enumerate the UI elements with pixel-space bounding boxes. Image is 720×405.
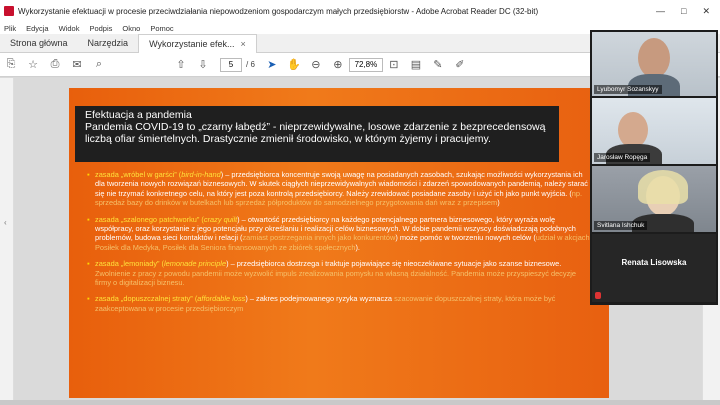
p2-text: ) – otwartość przedsiębiorcy na każdego potencjalnego partnera biznesowego, który wyraża wolę współpracy, oraz korzystanie z jego potencjału przy określaniu i realizacji celów biznesowych.: [95, 214, 556, 234]
p2-example: zamiast postrzegania innych jako konkurentów: [242, 233, 396, 243]
bullet-icon: ▪: [87, 259, 90, 269]
p3-term: lemonade principle: [164, 259, 227, 269]
participant-name: Jarosław Ropęga: [594, 153, 650, 162]
print-icon[interactable]: ⎙: [50, 58, 60, 70]
acrobat-app-icon: [4, 6, 14, 16]
close-tab-icon[interactable]: ×: [240, 39, 246, 49]
participant-tile[interactable]: [592, 234, 716, 302]
left-panel-rail: [0, 78, 14, 400]
tab-tools-label: Narzędzia: [87, 38, 129, 48]
p1-label: zasada „wróbel w garści” (: [95, 170, 182, 179]
scroll-mode-icon[interactable]: ▤: [410, 59, 422, 71]
slide-body: [87, 170, 593, 320]
bullet-icon: ▪: [87, 294, 90, 304]
participant-tile[interactable]: [592, 98, 716, 164]
status-bar: [0, 400, 720, 405]
next-page-icon[interactable]: ⇩: [198, 59, 208, 71]
minimize-button[interactable]: —: [656, 5, 666, 16]
select-cursor-icon[interactable]: ➤: [267, 59, 277, 71]
prev-page-icon[interactable]: ⇧: [176, 59, 186, 71]
participant-hair: [638, 170, 688, 204]
zoom-out-icon[interactable]: ⊖: [311, 59, 321, 71]
highlight-icon[interactable]: ✐: [455, 59, 465, 71]
fit-page-icon[interactable]: ⊡: [389, 59, 399, 71]
tab-tools[interactable]: [78, 34, 139, 53]
participant-name: Svitlana Ishchuk: [594, 221, 647, 230]
tab-document[interactable]: [138, 34, 257, 53]
participant-face: [618, 112, 648, 148]
participant-name-centered: Renata Lisowska: [621, 258, 687, 267]
email-icon[interactable]: ✉: [72, 59, 82, 71]
participant-name: Lyubomyr Sozanskyy: [594, 85, 662, 94]
participant-face: [638, 38, 670, 78]
title-bar: [0, 0, 720, 22]
close-button[interactable]: ✕: [702, 5, 710, 16]
menu-sign[interactable]: Podpis: [89, 23, 113, 33]
p4-text: ) – zakres podejmowanego ryzyka wyznacza: [245, 294, 395, 304]
tab-document-label: Wykorzystanie efek...: [149, 39, 235, 49]
p3-label: zasada „lemoniady” (: [95, 259, 165, 269]
slide-heading-title: Efektuacja a pandemia: [85, 109, 192, 121]
comment-icon[interactable]: ✎: [433, 59, 443, 71]
window-title: Wykorzystanie efektuacji w procesie przeciwdziałania niepowodzeniom gospodarczym małych przedsiębiorstw - Adobe Acrobat Reader DC (32-bit): [18, 6, 539, 16]
p4-term: affordable loss: [197, 294, 246, 304]
bullet-icon: ▪: [87, 214, 90, 224]
maximize-button[interactable]: □: [681, 5, 687, 16]
bookmark-star-icon[interactable]: ☆: [28, 59, 38, 71]
paragraph-lemonade: [87, 259, 593, 287]
menu-view[interactable]: Widok: [58, 23, 80, 33]
pdf-page: [69, 88, 609, 398]
p2-close: ).: [355, 242, 360, 252]
p3-text2: Zwolnienie z pracy z powodu pandemii może wyzwolić impuls zrealizowania pomysłu na własną działalność. Pandemia może przyspieszyć decyzje firmy o digitalizacji biznesu.: [95, 268, 577, 288]
bullet-icon: ▪: [87, 170, 90, 179]
paragraph-affordable-loss: [87, 294, 593, 313]
slide-heading-text: Pandemia COVID-19 to „czarny łabędź” - nieprzewidywalne, losowe zdarzenie z bezprecedensową liczbą ofiar śmiertelnych. Drastycznie zmienił środowisko, w którym żyjemy i pracujemy.: [85, 121, 546, 145]
p2-term: crazy quilt: [203, 214, 238, 224]
menu-window[interactable]: Okno: [122, 23, 141, 33]
participant-tile[interactable]: [592, 32, 716, 96]
tab-home-label: Strona główna: [10, 38, 68, 48]
p2-label: zasada „szalonego patchworku” (: [95, 214, 204, 224]
paragraph-bird-in-hand: [87, 170, 593, 208]
p2-text2: W dobie pandemii wszyscy doświadczają podobnych problemów, budowa sieci kontaktów i relacji (: [95, 224, 576, 243]
p1-term: bird-in-hand: [181, 170, 221, 179]
p4-example: szacowanie dopuszczalnej straty, która może być zaakceptowana w procesie przedsiębiorczym: [95, 294, 556, 313]
paragraph-crazy-quilt: [87, 215, 593, 253]
p3-text: ) – przedsiębiorca dostrzega i traktuje pojawiające się nieoczekiwane sytuacje jako szanse biznesowe.: [226, 259, 562, 269]
expand-left-panel-icon[interactable]: ‹: [4, 218, 7, 227]
zoom-box: [349, 58, 383, 72]
page-navigator: [220, 58, 255, 72]
p1-close: ): [497, 198, 500, 208]
p1-text: ) – przedsiębiorca koncentruje swoją uwagę na posiadanych zasobach, szukając możliwości wykorzystania ich dla tworzenia nowych rozwiązań biznesowych.: [95, 170, 583, 189]
muted-mic-icon: [595, 292, 601, 299]
p2-text3: ) może pomóc w tworzeniu nowych celów (: [395, 233, 536, 243]
zoom-input[interactable]: [349, 58, 383, 72]
zoom-in-icon[interactable]: ⊕: [333, 59, 343, 71]
menu-edit[interactable]: Edycja: [26, 23, 49, 33]
p1-text2: W skutek ciągłych nieprzewidywalnych wiadomości i zdarzeń spowodowanych pandemią, należy starać się nie trzymać konkretnego celu, na który jest poza kontrolą przedsiębiorcy. Należy zrewidować posiadane zasoby i użyć ich jako punkt wyjścia. (: [95, 179, 588, 198]
p1-example: np. sprzedaż bazy do drinków w butelkach lub sprzedaż półproduktów do samodzielnego przygotowania dań wraz z przepisem: [95, 188, 583, 208]
tab-home[interactable]: [0, 34, 78, 53]
page-total: / 6: [246, 60, 255, 69]
share-icon[interactable]: ⎘: [6, 58, 16, 70]
hand-tool-icon[interactable]: ✋: [287, 59, 301, 71]
slide-heading-box: [75, 106, 559, 162]
video-call-panel: [590, 30, 718, 305]
menu-file[interactable]: Plik: [4, 23, 17, 33]
p2-example2: udział w akcjach Posiłek dla Medyka, Posiłek dla Seniora finansowanych ze zbiórek społecznych: [95, 233, 590, 252]
menu-help[interactable]: Pomoc: [150, 23, 174, 33]
p4-label: zasada „dopuszczalnej straty” (: [95, 294, 198, 304]
participant-tile[interactable]: [592, 166, 716, 232]
page-number-input[interactable]: [220, 58, 242, 72]
search-icon[interactable]: ⌕: [95, 58, 103, 70]
